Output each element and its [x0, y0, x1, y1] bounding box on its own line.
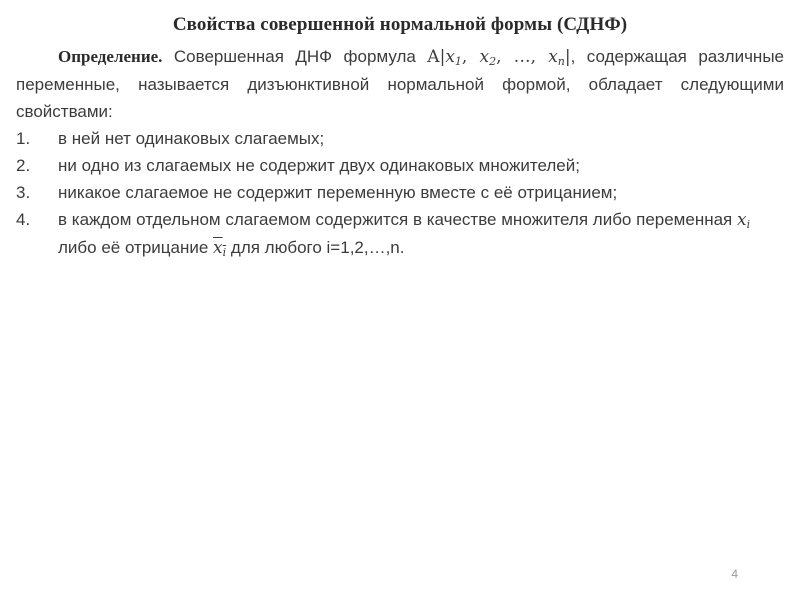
variable-xi	[737, 210, 750, 230]
property-item	[16, 152, 784, 179]
negated-sub: i	[222, 246, 227, 259]
formula-sub-n: n	[557, 55, 565, 68]
page-number: 4	[731, 567, 738, 581]
formula-function: A	[427, 47, 440, 67]
property-number: 4.	[16, 210, 31, 229]
property-text-after: для любого i=1,2,…,n.	[226, 238, 405, 257]
formula-bar-open: |	[439, 47, 446, 67]
negated-variable-xi	[213, 238, 226, 258]
definition-paragraph	[16, 43, 784, 125]
formula-sub-2: 2	[489, 55, 497, 68]
properties-list	[16, 125, 784, 262]
formula-var-1: x	[445, 47, 455, 67]
variable-sub: i	[746, 218, 751, 231]
property-number: 3.	[16, 183, 31, 202]
slide-title: Свойства совершенной нормальной формы (СДНФ)	[172, 14, 628, 35]
property-text: в ней нет одинаковых слагаемых;	[58, 129, 325, 148]
formula-sep-1: ,	[461, 47, 480, 67]
property-text-middle: либо её отрицание	[58, 238, 214, 257]
slide-body	[16, 43, 784, 262]
formula-sep-3: ,	[530, 47, 549, 67]
property-item	[16, 179, 784, 206]
formula-sub-1: 1	[454, 55, 462, 68]
definition-intro: Совершенная ДНФ формула	[162, 47, 428, 66]
property-number: 1.	[16, 129, 31, 148]
formula	[427, 47, 570, 67]
property-text-before: в каждом отдельном слагаемом содержится в качестве множителя либо переменная	[58, 210, 737, 229]
property-item	[16, 125, 784, 152]
definition-term: Определение.	[58, 47, 163, 66]
variable-letter: x	[736, 210, 747, 230]
property-text: ни одно из слагаемых не содержит двух одинаковых множителей;	[58, 156, 580, 175]
formula-bar-close: |	[564, 47, 571, 67]
formula-var-n: x	[548, 47, 558, 67]
formula-sep-2: ,	[496, 47, 514, 67]
definition-rest: , содержащая различные переменные, называется дизъюнктивной нормальной формой, обладает следующими свойствами:	[16, 47, 784, 121]
formula-var-2: x	[479, 47, 490, 67]
property-number: 2.	[16, 156, 31, 175]
negated-letter: x	[213, 238, 223, 258]
formula-dots: …	[513, 47, 531, 67]
property-text: никакое слагаемое не содержит переменную вместе с её отрицанием;	[58, 183, 618, 202]
property-item	[16, 206, 784, 262]
